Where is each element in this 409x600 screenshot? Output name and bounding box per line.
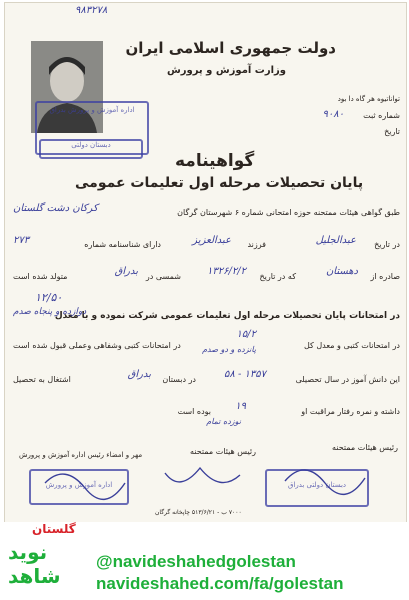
score-note: ۱۲/۵۰ [35,291,63,304]
line3-birth-date: ۱۳۲۶/۲/۲ [207,266,246,277]
line1-printed: طبق گواهی هیئات ممتحنه حوزه امتحانی شماره ۶ شهرستان گرگان [177,208,400,217]
bottom-left-stamp [29,469,129,505]
line2-label-child: فرزند [247,240,266,249]
line3-label-born: متولد شده است [13,272,68,281]
line5-printed-a: در امتحانات کتبی و معدل کل [303,341,400,350]
line1-handwritten: کرکان دشت گلستان [13,203,98,214]
validity-note: تواناتیوه هر گاه دا بود [337,95,400,103]
line6-year: ۵۸ - ۱۳۵۷ [224,369,266,380]
bottom-left-stamp-text: اداره آموزش و پرورش [45,481,113,489]
line5-score-words: پانزده و دو صدم [202,345,256,354]
sig-left-label: مهر و امضاء رئیس اداره آموزش و پرورش [19,451,143,459]
website-url[interactable]: navideshahed.com/fa/golestan [96,574,344,593]
date-label: تاریخ [384,127,400,136]
line6-printed-b: در دبستان [162,375,196,384]
line7-printed-a: داشته و نمره رفتار مراقبت او [301,407,400,416]
header-ministry: وزارت آموزش و پرورش [166,65,286,76]
line7-conduct: ۱۹ [235,401,246,412]
line3-label-from: صادره از [370,272,400,281]
line6-school: بدراق [127,369,151,380]
sig-mid-label: رئیس هیئات ممتحنه [190,447,256,456]
photo-stamp-text: اداره آموزش و پرورش بدراق [49,106,135,114]
sig-right-label: رئیس هیئات ممتحنه [332,443,398,452]
logo-top-text: گلستان [32,522,76,536]
line2-name: عبدالجلیل [315,235,356,246]
line3-label-solar: شمسی در [145,272,181,281]
logo-main-text: نوید شاهد [8,540,61,588]
line2-id-number: ۲۷۳ [13,235,30,246]
footer-print: ۷۰۰۰ ب - ۵۱۳/۶/۲۱ چاپخانه گرگان [155,509,242,516]
line7-printed-b: بوده است [177,407,211,416]
line3-city: بدراق [114,266,138,277]
serial-value: ۹۰۸۰ [322,109,344,120]
serial-label: شماره ثبت [363,111,400,120]
line3-place: دهستان [325,266,358,277]
line5-score: ۱۵/۲ [236,329,256,340]
bottom-right-stamp-text: دبستان دولتی بدراق [287,481,347,489]
watermark [0,522,409,600]
line7-conduct-words: نوزده تمام [206,417,241,426]
brand-logo [4,522,90,596]
line5-printed-b: در امتحانات کتبی وشفاهی وعملی قبول شده است [13,341,181,350]
bottom-right-stamp [265,469,369,507]
line4-score-words: دوازده و پنجاه صدم [13,307,87,317]
line6-printed-a: این دانش آموز در سال تحصیلی [295,375,400,384]
certificate-subtitle: پایان تحصیلات مرحله اول تعلیمات عمومی [75,175,364,191]
line4-printed: در امتحانات پایان تحصیلات مرحله اول تعلیمات عمومی شرکت نموده و با معدل [54,311,400,321]
photo-stamp-school [39,139,143,159]
photo-stamp-sub: دبستان دولتی [71,141,111,149]
line2-label-id: دارای شناسنامه شماره [84,240,161,249]
line3-label-date: که در تاریخ [259,272,296,281]
line6-printed-c: اشتغال به تحصیل [13,375,71,384]
certificate-title: گواهینامه [175,151,255,171]
top-serial: ۹۸۳۲۷۸ [75,5,108,16]
header-title: دولت جمهوری اسلامی ایران [125,39,336,57]
line2-label-date: در تاریخ [374,240,400,249]
line2-father: عبدالعزیز [192,235,231,246]
certificate-document [4,2,407,524]
social-handle[interactable]: @navideshahedgolestan [96,552,296,571]
